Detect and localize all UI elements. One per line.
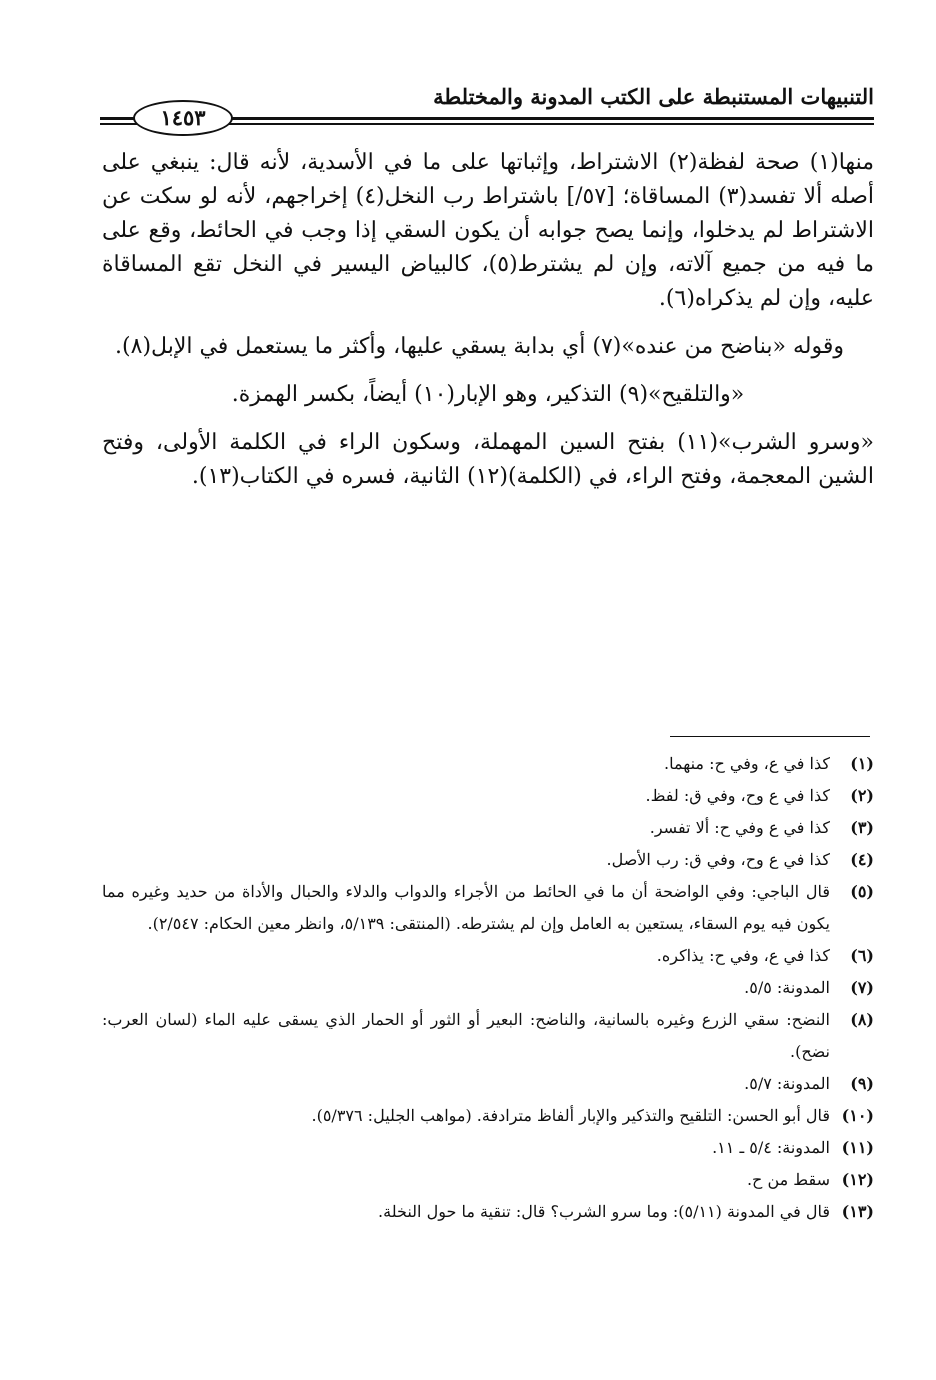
footnote-item bbox=[102, 1164, 874, 1196]
footnote-item bbox=[102, 1100, 874, 1132]
footnote-number: (١) bbox=[850, 754, 874, 773]
footnote-text: كذا في ع، وفي ح: يذاكره. bbox=[656, 946, 830, 965]
paragraph-2: وقوله «بناضح من عنده»(٧) أي بدابة يسقي عليها، وأكثر ما يستعمل في الإبل(٨). bbox=[115, 334, 844, 359]
footnote-item bbox=[102, 780, 874, 812]
footnote-number: (٥) bbox=[850, 882, 874, 901]
footnote-text: المدونة: ٥/٤ ـ ١١. bbox=[712, 1138, 830, 1157]
footnote-text: كذا في ع وفي ح: ألا تفسر. bbox=[649, 818, 830, 837]
main-text bbox=[102, 146, 874, 508]
footnote-text: قال في المدونة (٥/١١): وما سرو الشرب؟ قال: تنقية ما حول النخلة. bbox=[378, 1202, 830, 1221]
footnote-item bbox=[102, 940, 874, 972]
footnote-item bbox=[102, 1068, 874, 1100]
footnote-item bbox=[102, 1004, 874, 1068]
footnote-item bbox=[102, 748, 874, 780]
footnote-text: المدونة: ٥/٥. bbox=[744, 978, 830, 997]
footnote-text: النضح: سقي الزرع وغيره بالسانية، والناضح: البعير أو الثور أو الحمار الذي يسقى عليه الماء (لسان العرب: نضح). bbox=[102, 1010, 830, 1061]
footnote-text: كذا في ع وح، وفي ق: لفظ. bbox=[645, 786, 830, 805]
footnote-item bbox=[102, 812, 874, 844]
footnote-item bbox=[102, 972, 874, 1004]
paragraph-1: منها(١) صحة لفظة(٢) الاشتراط، وإثباتها على ما في الأسدية، لأنه قال: ينبغي على أصله ألا تفسد(٣) المساقاة؛ [٥٧/] باشتراط رب النخل(٤) إخراجهم، لأنه لو سكت عن الاشتراط لم يدخلوا، وإنما يصح جوابه أن يكون السقي إذا وجب في الحائط، وقع على ما فيه من جميع آلاته، وإن لم يشترط(٥)، كالبياض اليسير في النخل تقع المساقاة عليه، وإن لم يذكراه(٦). bbox=[102, 150, 874, 311]
footnote-item bbox=[102, 1196, 874, 1228]
footnote-number: (١٣) bbox=[841, 1202, 874, 1221]
running-header-title: التنبيهات المستنبطة على الكتب المدونة والمختلطة bbox=[433, 84, 874, 109]
footnotes-list bbox=[102, 748, 874, 1228]
footnote-number: (٢) bbox=[850, 786, 874, 805]
footnote-item bbox=[102, 844, 874, 876]
footnote-separator bbox=[670, 736, 870, 737]
footnote-number: (١١) bbox=[841, 1138, 874, 1157]
paragraph-3: «والتلقيح»(٩) التذكير، وهو الإبار(١٠) أيضاً، بكسر الهمزة. bbox=[231, 382, 745, 407]
footnote-number: (٧) bbox=[850, 978, 874, 997]
footnote-number: (١٠) bbox=[841, 1106, 874, 1125]
page-number-badge: ١٤٥٣ bbox=[133, 100, 233, 136]
footnote-text: كذا في ع، وفي ح: منهما. bbox=[664, 754, 830, 773]
footnote-text: كذا في ع وح، وفي ق: رب الأصل. bbox=[606, 850, 830, 869]
footnote-number: (٣) bbox=[850, 818, 874, 837]
footnote-number: (٤) bbox=[850, 850, 874, 869]
paragraph-4: «وسرو الشرب»(١١) بفتح السين المهملة، وسكون الراء في الكلمة الأولى، وفتح الشين المعجمة، وفتح الراء، في (الكلمة)(١٢) الثانية، فسره في الكتاب(١٣). bbox=[102, 430, 875, 489]
footnote-text: قال أبو الحسن: التلقيح والتذكير والإبار ألفاظ مترادفة. (مواهب الجليل: ٥/٣٧٦). bbox=[311, 1106, 830, 1125]
footnote-text: المدونة: ٥/٧. bbox=[744, 1074, 830, 1093]
footnote-item bbox=[102, 1132, 874, 1164]
footnote-text: قال الباجي: وفي الواضحة أن ما في الحائط من الأجراء والدواب والدلاء والحبال والأداة من حديد وغيره مما يكون فيه يوم السقاء، يستعين به العامل وإن لم يشترطه. (المنتقى: ٥/١٣٩، وانظر معين الحكام: ٢/٥٤٧). bbox=[102, 882, 830, 933]
footnote-number: (١٢) bbox=[841, 1170, 874, 1189]
footnote-text: سقط من ح. bbox=[746, 1170, 830, 1189]
footnote-number: (٨) bbox=[850, 1010, 874, 1029]
footnote-number: (٦) bbox=[850, 946, 874, 965]
footnote-number: (٩) bbox=[850, 1074, 874, 1093]
footnote-item bbox=[102, 876, 874, 940]
